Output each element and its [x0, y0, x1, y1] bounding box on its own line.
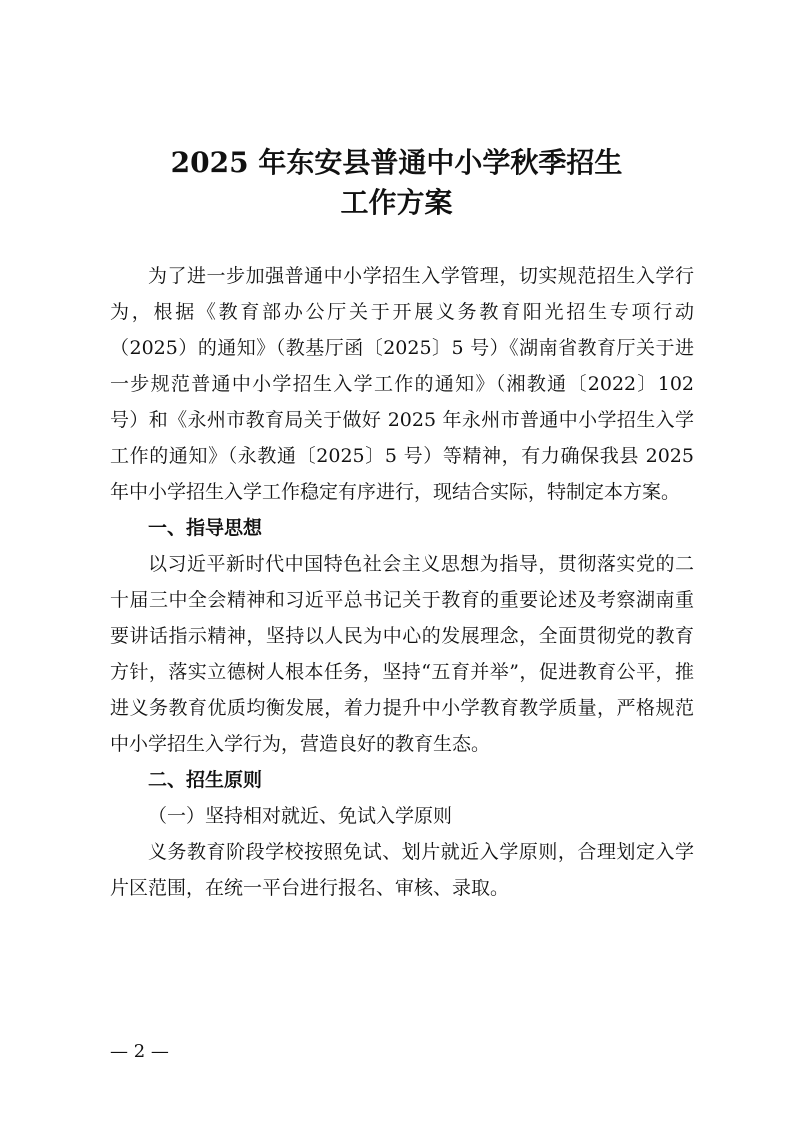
page-number: — 2 — — [110, 1041, 169, 1062]
title-line-2: 工作方案 — [340, 186, 453, 219]
title-line-1: 2025 年东安县普通中小学秋季招生 — [170, 146, 623, 179]
intro-paragraph: 为了进一步加强普通中小学招生入学管理，切实规范招生入学行为，根据《教育部办公厅关于开展义务教育阳光招生专项行动（2025）的通知》（教基厅函〔2025〕5 号）《湖南省教育厅关于进一步规范普通中小学招生入学工作的通知》（湘教通〔2022〕102 号）和《永州市教育局关于做好 2025 年永州市普通中小学招生入学工作的通知》（永教通〔2025〕5 号）等精神，有力确保我县 2025 年中小学招生入学工作稳定有序进行，现结合实际，特制定本方案。 — [110, 265, 694, 503]
section-2-paragraph-1: 义务教育阶段学校按照免试、划片就近入学原则，合理划定入学片区范围，在统一平台进行报名、审核、录取。 — [110, 841, 694, 899]
section-1-paragraph: 以习近平新时代中国特色社会主义思想为指导，贯彻落实党的二十届三中全会精神和习近平总书记关于教育的重要论述及考察湖南重要讲话指示精神，坚持以人民为中心的发展理念，全面贯彻党的教育方针，落实立德树人根本任务，坚持“五育并举”，促进教育公平，推进义务教育优质均衡发展，着力提升中小学教育教学质量，严格规范中小学招生入学行为，营造良好的教育生态。 — [110, 553, 694, 755]
document-body — [110, 258, 694, 906]
section-2-heading: 二、招生原则 — [148, 769, 263, 791]
section-1-heading: 一、指导思想 — [148, 517, 263, 539]
section-2-subheading-1: （一）坚持相对就近、免试入学原则 — [148, 805, 453, 827]
document-title — [0, 143, 793, 223]
